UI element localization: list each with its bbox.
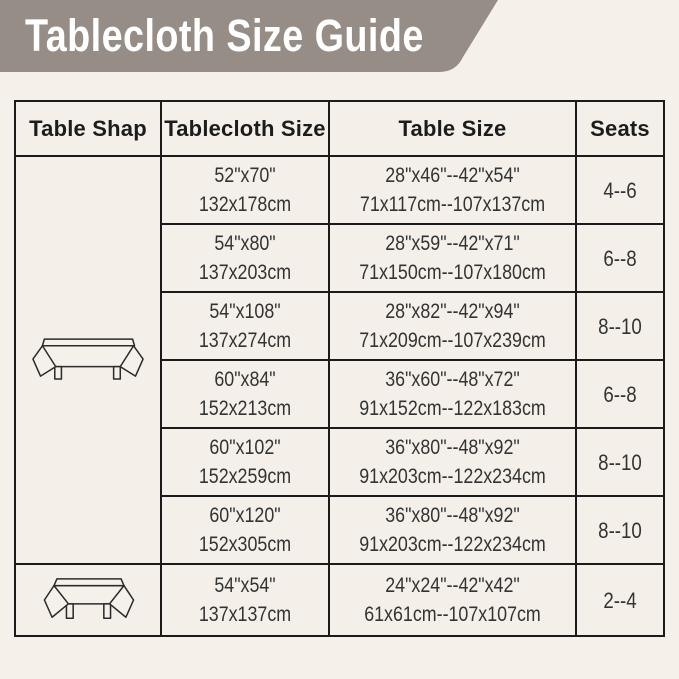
shape-cell-square — [15, 564, 161, 636]
table-size-cm: 91x152cm--122x183cm — [359, 397, 546, 420]
table-size-inches: 24"x24"--42"x42" — [385, 574, 520, 597]
title-banner — [0, 0, 520, 73]
page-title: Tablecloth Size Guide — [25, 9, 424, 61]
col-header-tablecloth-size: Tablecloth Size — [161, 101, 329, 156]
table-size-cell — [329, 156, 576, 224]
tablecloth-size-inches: 60"x120" — [209, 504, 281, 527]
table-size-cm: 71x209cm--107x239cm — [359, 329, 546, 352]
square-tablecloth-icon — [42, 577, 135, 623]
seats-value: 4--6 — [603, 177, 637, 203]
table-size-cell — [329, 224, 576, 292]
size-guide-table — [14, 100, 665, 637]
seats-cell — [576, 564, 664, 636]
table-size-cm: 61x61cm--107x107cm — [364, 603, 541, 626]
seats-cell — [576, 224, 664, 292]
table-size-cm: 71x150cm--107x180cm — [359, 261, 546, 284]
seats-value: 6--8 — [603, 381, 637, 407]
table-size-inches: 28"x46"--42"x54" — [385, 164, 520, 187]
seats-value: 6--8 — [603, 245, 637, 271]
tablecloth-size-inches: 60"x84" — [214, 368, 276, 391]
tablecloth-size-cell — [161, 360, 329, 428]
table-size-cell — [329, 360, 576, 428]
tablecloth-size-cell — [161, 156, 329, 224]
shape-cell-rectangle — [15, 156, 161, 564]
tablecloth-size-inches: 60"x102" — [209, 436, 281, 459]
table-size-cell — [329, 292, 576, 360]
tablecloth-size-inches: 52"x70" — [214, 164, 276, 187]
seats-cell — [576, 156, 664, 224]
seats-cell — [576, 496, 664, 564]
seats-cell — [576, 428, 664, 496]
tablecloth-size-inches: 54"x54" — [214, 574, 276, 597]
tablecloth-size-inches: 54"x80" — [214, 232, 276, 255]
tablecloth-size-cm: 132x178cm — [198, 193, 292, 216]
tablecloth-size-cell — [161, 496, 329, 564]
tablecloth-size-cm: 152x259cm — [198, 465, 292, 488]
seats-value: 8--10 — [598, 313, 642, 339]
table-size-inches: 36"x80"--48"x92" — [385, 436, 520, 459]
col-header-table-shape: Table Shap — [15, 101, 161, 156]
seats-value: 2--4 — [603, 587, 637, 613]
table-size-inches: 28"x82"--42"x94" — [385, 300, 520, 323]
tablecloth-size-cm: 137x274cm — [198, 329, 292, 352]
table-size-inches: 36"x60"--48"x72" — [385, 368, 520, 391]
table-size-cm: 91x203cm--122x234cm — [359, 465, 546, 488]
size-row — [15, 564, 664, 636]
seats-value: 8--10 — [598, 517, 642, 543]
seats-cell — [576, 360, 664, 428]
tablecloth-size-cm: 137x137cm — [198, 603, 292, 626]
tablecloth-size-cm: 152x305cm — [198, 533, 292, 556]
tablecloth-size-cell — [161, 564, 329, 636]
tablecloth-size-cm: 137x203cm — [198, 261, 292, 284]
tablecloth-size-cm: 152x213cm — [198, 397, 292, 420]
col-header-table-size: Table Size — [329, 101, 576, 156]
tablecloth-size-inches: 54"x108" — [209, 300, 281, 323]
table-size-cm: 91x203cm--122x234cm — [359, 533, 546, 556]
size-row — [15, 156, 664, 224]
header-row — [15, 101, 664, 156]
col-header-seats: Seats — [576, 101, 664, 156]
table-size-cell — [329, 564, 576, 636]
tablecloth-size-cell — [161, 428, 329, 496]
seats-cell — [576, 292, 664, 360]
seats-value: 8--10 — [598, 449, 642, 475]
tablecloth-size-cell — [161, 292, 329, 360]
table-size-cm: 71x117cm--107x137cm — [359, 193, 546, 216]
table-size-inches: 36"x80"--48"x92" — [385, 504, 520, 527]
table-size-cell — [329, 496, 576, 564]
table-size-inches: 28"x59"--42"x71" — [385, 232, 520, 255]
tablecloth-size-cell — [161, 224, 329, 292]
rectangle-tablecloth-icon — [32, 337, 144, 383]
table-size-cell — [329, 428, 576, 496]
